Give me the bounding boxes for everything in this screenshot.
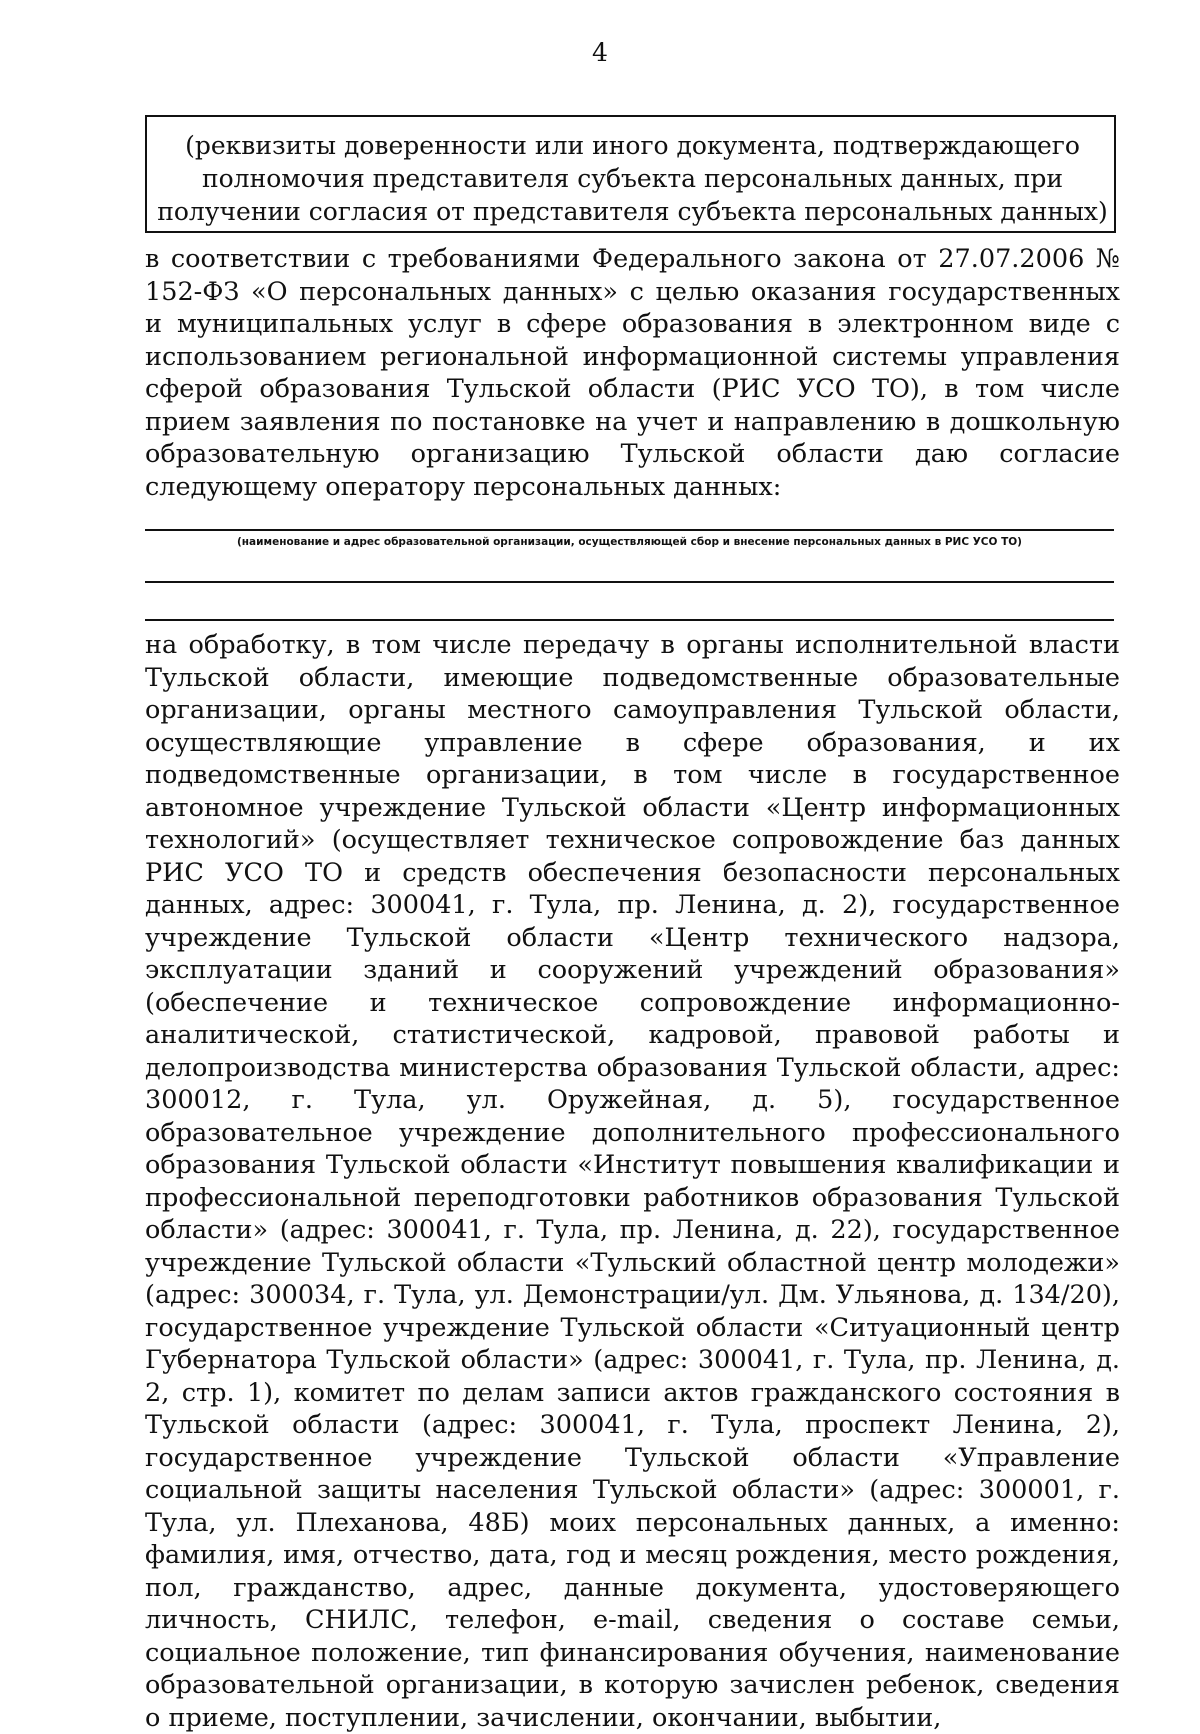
page-number: 4	[592, 38, 608, 67]
representative-details-box	[145, 115, 1116, 233]
operator-name-line	[145, 529, 1114, 531]
operator-field-caption: (наименование и адрес образовательной организации, осуществляющей сбор и внесение персональных данных в РИС УСО ТО)	[237, 536, 1022, 548]
representative-details-note: (реквизиты доверенности или иного документа, подтверждающего полномочия представителя субъекта персональных данных, при получении согласия от представителя субъекта персональных данных)	[157, 131, 1108, 226]
processing-paragraph: на обработку, в том числе передачу в органы исполнительной власти Тульской области, имеющие подведомственные образовательные организации, органы местного самоуправления Тульской области, осуществляющие управление в сфере образования, и их подведомственные организации, в том числе в государственное автономное учреждение Тульской области «Центр информационных технологий» (осуществляет техническое сопровождение баз данных РИС УСО ТО и средств обеспечения безопасности персональных данных, адрес: 300041, г. Тула, пр. Ленина, д. 2), государственное учреждение Тульской области «Центр технического надзора, эксплуатации зданий и сооружений учреждений образования» (обеспечение и техническое сопровождение информационно-аналитической, статистической, кадровой, правовой работы и делопроизводства министерства образования Тульской области, адрес: 300012, г. Тула, ул. Оружейная, д. 5), государственное образовательное учреждение дополнительного профессионального образования Тульской области «Институт повышения квалификации и профессиональной переподготовки работников образования Тульской области» (адрес: 300041, г. Тула, пр. Ленина, д. 22), государственное учреждение Тульской области «Тульский областной центр молодежи» (адрес: 300034, г. Тула, ул. Демонстрации/ул. Дм. Ульянова, д. 134/20), государственное учреждение Тульской области «Ситуационный центр Губернатора Тульской области» (адрес: 300041, г. Тула, пр. Ленина, д. 2, стр. 1), комитет по делам записи актов гражданского состояния в Тульской области (адрес: 300041, г. Тула, проспект Ленина, 2), государственное учреждение Тульской области «Управление социальной защиты населения Тульской области» (адрес: 300001, г. Тула, ул. Плеханова, 48Б) моих персональных данных, а именно: фамилия, имя, отчество, дата, год и месяц рождения, место рождения, пол, гражданство, адрес, данные документа, удостоверяющего личность, СНИЛС, телефон, e-mail, сведения о составе семьи, социальное положение, тип финансирования обучения, наименование образовательной организации, в которую зачислен ребенок, сведения о приеме, поступлении, зачислении, окончании, выбытии,	[145, 630, 1120, 1733]
operator-extra-line	[145, 619, 1114, 621]
operator-address-line	[145, 581, 1114, 583]
consent-paragraph: в соответствии с требованиями Федерального закона от 27.07.2006 № 152-ФЗ «О персональных данных» с целью оказания государственных и муниципальных услуг в сфере образования в электронном виде с использованием региональной информационной системы управления сферой образования Тульской области (РИС УСО ТО), в том числе прием заявления по постановке на учет и направлению в дошкольную образовательную организацию Тульской области даю согласие следующему оператору персональных данных:	[145, 244, 1120, 502]
